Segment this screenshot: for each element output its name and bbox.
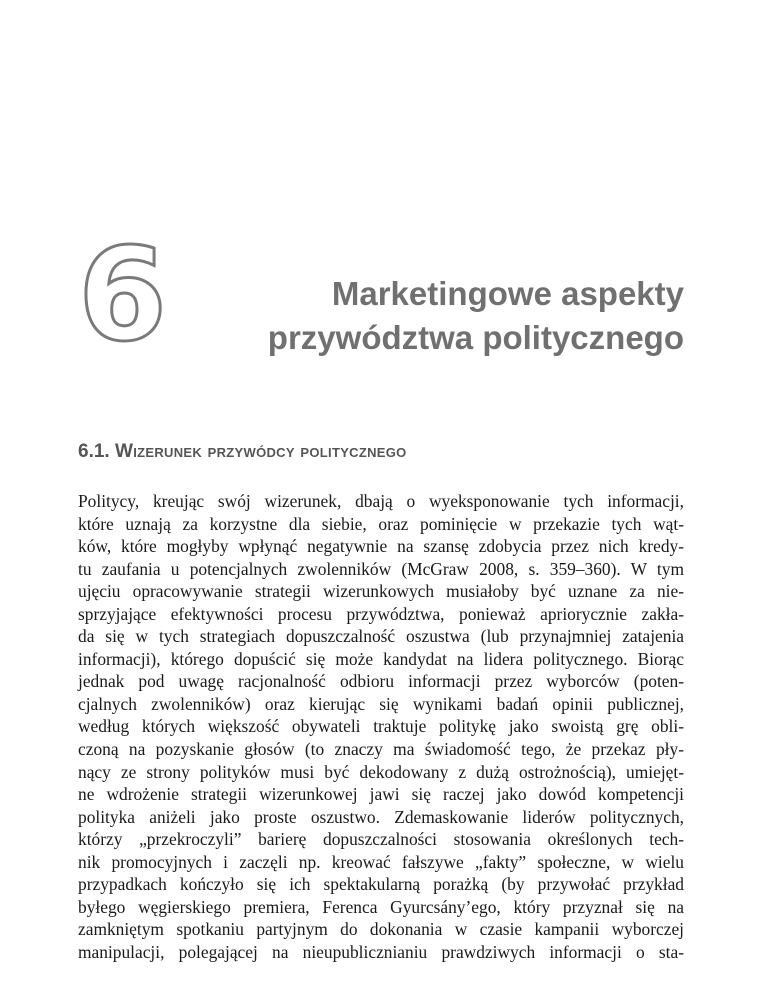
body-line: które uznają za korzystne dla siebie, oraz pominięcie w przekazie tych wąt-: [78, 513, 684, 534]
body-line: sprzyjające efektywności procesu przywództwa, ponieważ apriorycznie zakła-: [78, 603, 684, 624]
body-line: Politycy, kreując swój wizerunek, dbają o wyeksponowanie tych informacji,: [78, 491, 684, 511]
chapter-title: [164, 272, 684, 360]
body-line: informacji), którego dopuścić się może kandydat na lidera politycznego. Biorąc: [78, 648, 684, 669]
body-line: zamkniętym spotkaniu partyjnym do dokonania w czasie kampanii wyborczej: [78, 919, 684, 940]
body-line: polityka aniżeli jako proste oszustwo. Zdemaskowanie liderów politycznych,: [78, 806, 684, 827]
chapter-title-line-1: Marketingowe aspekty: [331, 275, 684, 312]
body-line: ujęciu opracowywanie strategii wizerunkowych musiałoby być uznane za nie-: [78, 581, 684, 602]
body-line: ne wdrożenie strategii wizerunkowej jawi się raczej jako dowód kompetencji: [78, 784, 684, 805]
body-line: tu zaufania u potencjalnych zwolenników (McGraw 2008, s. 359–360). W tym: [78, 558, 684, 579]
section-title: Wizerunek przywódcy politycznego: [114, 441, 407, 462]
body-line: według których większość obywateli traktuje politykę jako swoistą grę obli-: [78, 716, 684, 737]
body-line: ków, które mogłyby wpłynąć negatywnie na szansę zdobycia przez nich kredy-: [78, 536, 684, 557]
body-line: czoną na pozyskanie głosów (to znaczy ma świadomość tego, że przekaz pły-: [78, 739, 684, 760]
body-line: jednak pod uwagę racjonalność odbioru informacji przez wyborców (poten-: [78, 671, 684, 692]
body-line: da się w tych strategiach dopuszczalność oszustwa (lub przynajmniej zatajenia: [78, 626, 684, 647]
body-line: nik promocyjnych i zaczęli np. kreować fałszywe „fakty” społeczne, w wielu: [78, 851, 684, 872]
chapter-title-line-2: przywództwa politycznego: [267, 319, 684, 356]
body-line: którzy „przekroczyli” barierę dopuszczalności stosowania określonych tech-: [78, 829, 684, 850]
body-line: manipulacji, polegającej na nieupublicznianiu prawdziwych informacji o sta-: [78, 941, 684, 962]
section-number: 6.1.: [78, 441, 110, 462]
section-heading: [78, 440, 407, 464]
body-paragraph: [78, 490, 684, 963]
body-line: cjalnych zwolenników) oraz kierując się wynikami badań opinii publicznej,: [78, 693, 684, 714]
body-line: nący ze strony polityków musi być dekodowany z dużą ostrożnością), umiejęt-: [78, 761, 684, 782]
body-line: przypadkach kończyło się ich spektakularną porażką (by przywołać przykład: [78, 874, 684, 895]
body-line: byłego węgierskiego premiera, Ferenca Gyurcsány’ego, który przyznał się na: [78, 896, 684, 917]
chapter-number: 6: [78, 221, 168, 370]
